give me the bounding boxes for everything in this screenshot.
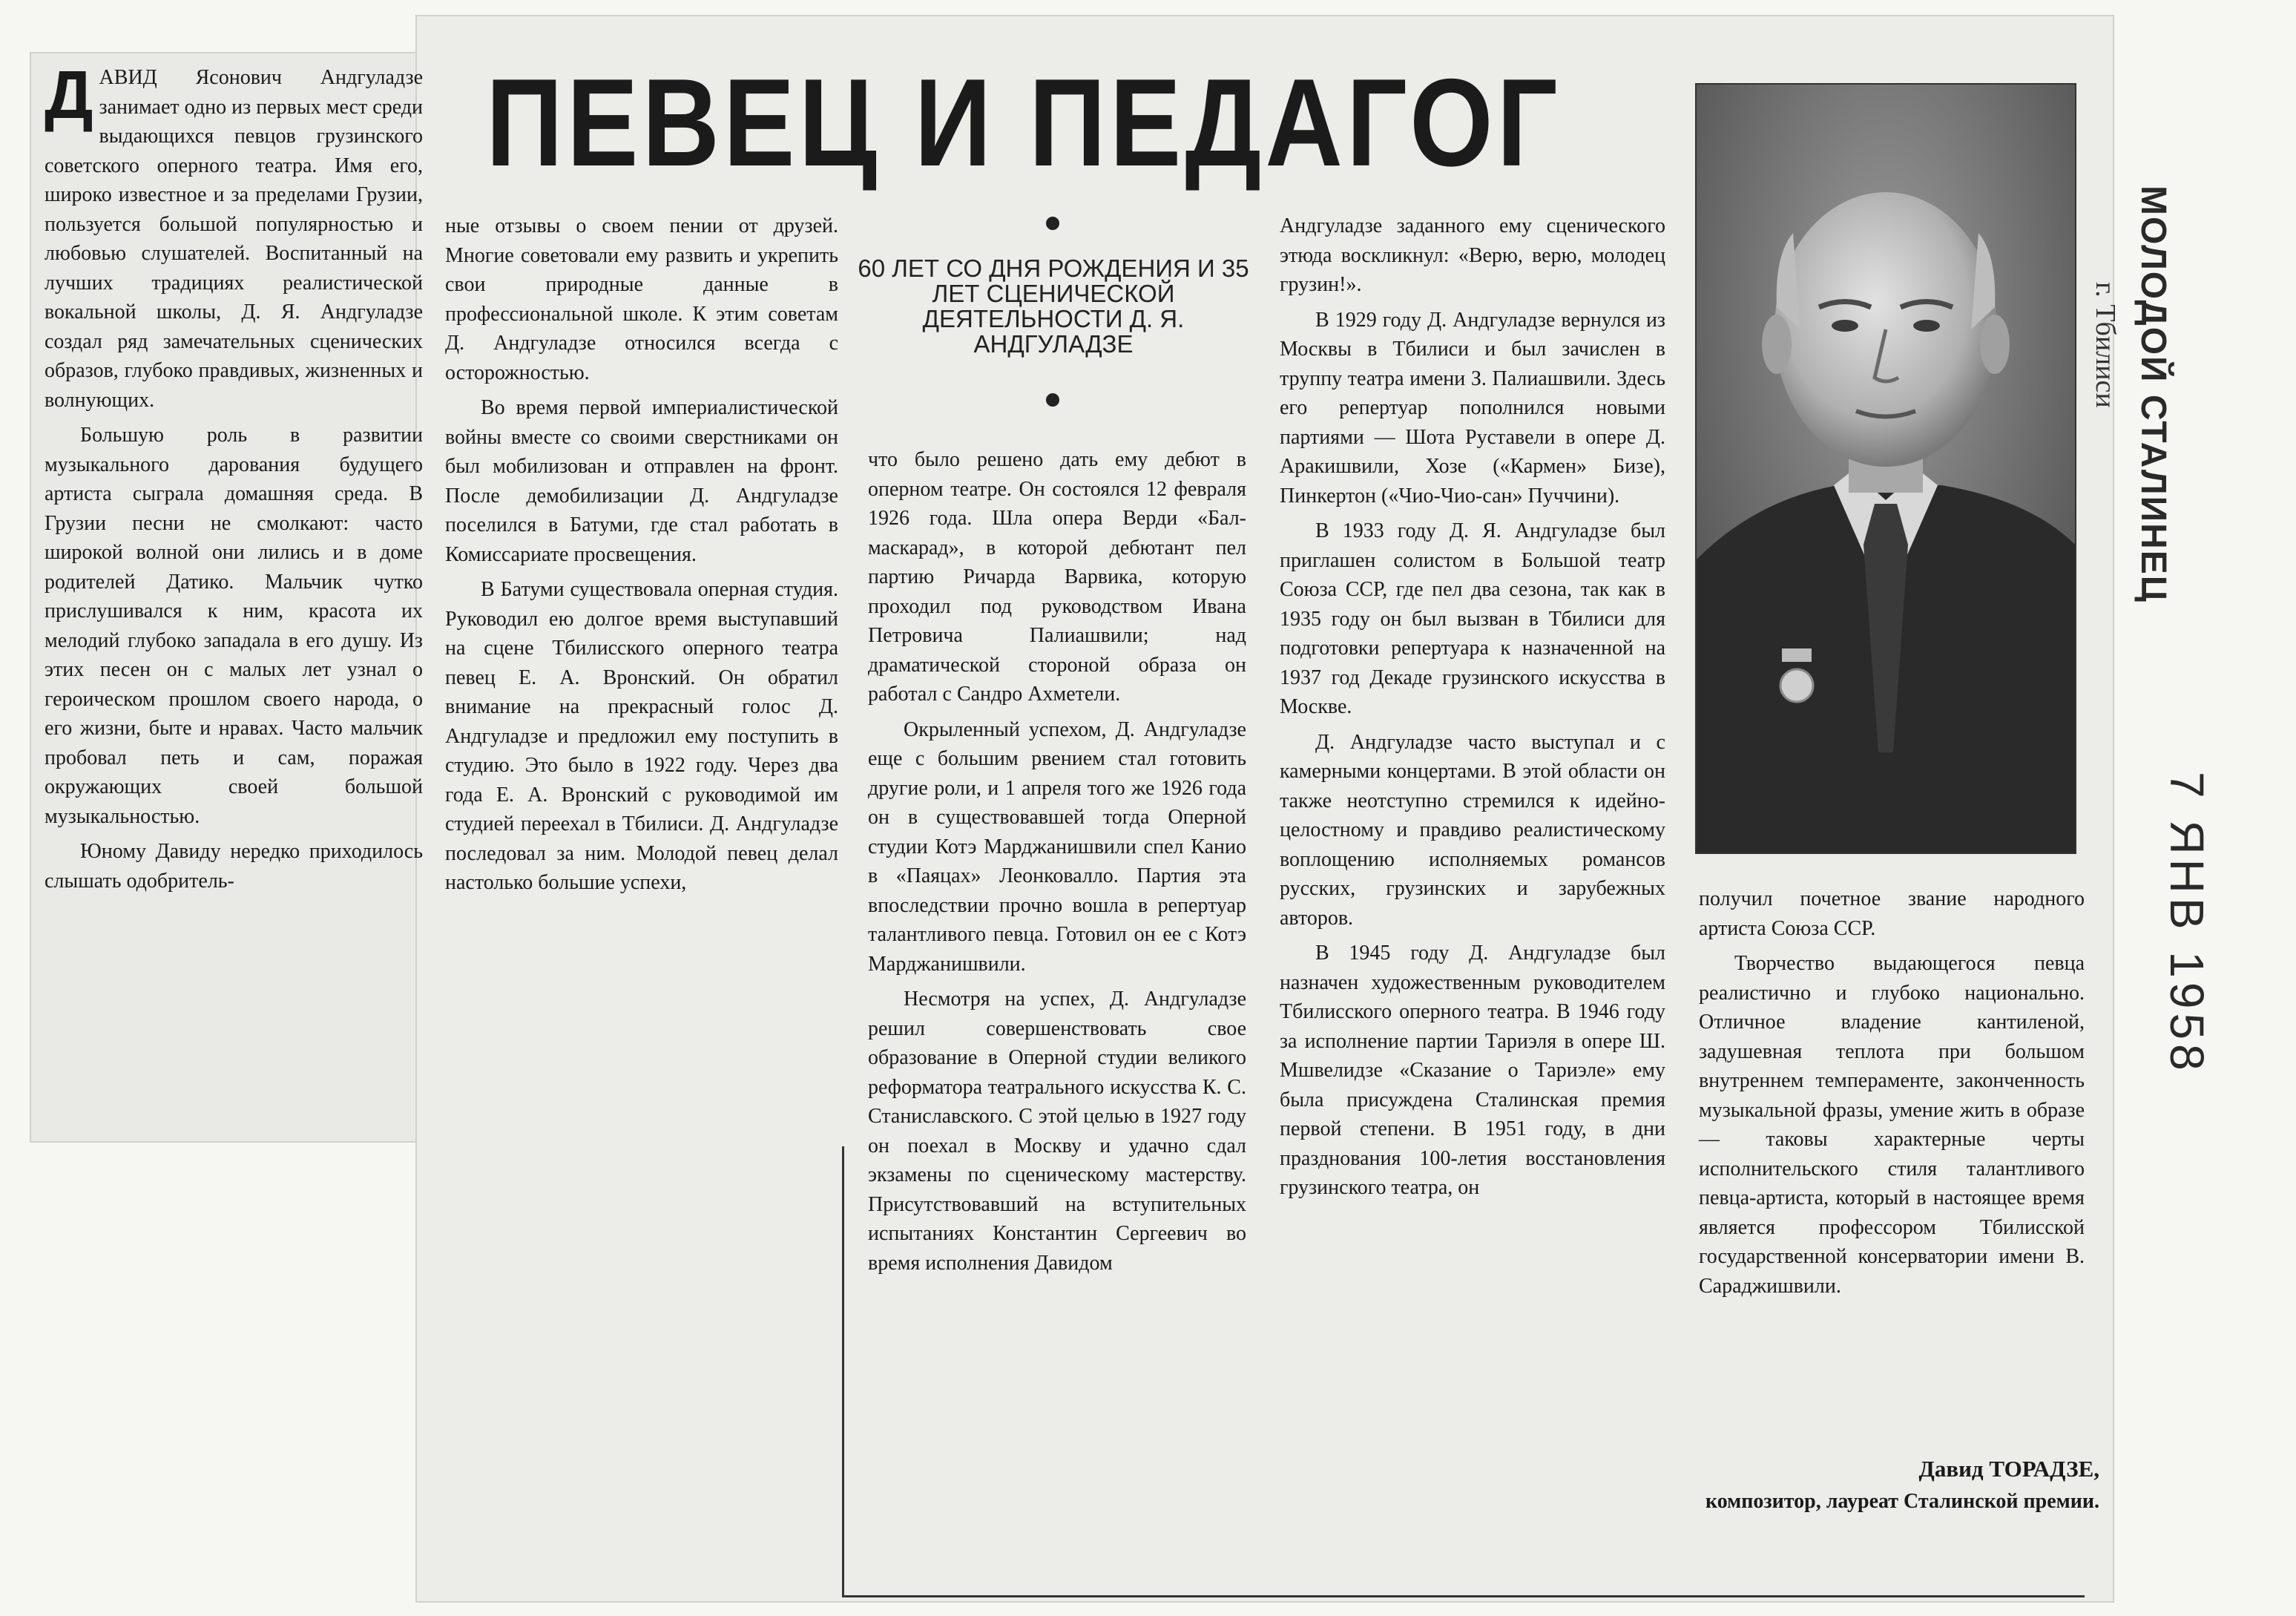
paragraph-6: В Батуми существовала оперная студия. Руководил ею долгое время выступавший на сцене Тбилисского оперного театра певец Е. А. Вронский. Он обратил внимание на прекрасный голос Д. Андгуладзе и предложил ему поступить в студию. Это было в 1922 году. Через два года Е. А. Вронский с руководимой им студией переехал в Тбилиси. Д. Андгуладзе последовал за ним. Молодой певец делал настолько большие успехи, <box>445 578 838 894</box>
newspaper-name: МОЛОДОЙ СТАЛИНЕЦ <box>2134 185 2173 603</box>
bullet-dot-bottom <box>1046 393 1059 407</box>
paragraph-3: Юному Давиду нередко приходилось слышать одобритель- <box>45 840 423 893</box>
paragraph-13: Д. Андгуладзе часто выступал и с камерными концертами. В этой области он также неотступно стремился к идейно-целостному и правдиво реалистическому воплощению исполняемых романсов русских, грузинских и зарубежных авторов. <box>1280 730 1665 930</box>
paragraph-7: что было решено дать ему дебют в оперном театре. Он состоялся 12 февраля 1926 года. Шла опера Верди «Бал-маскарад», в которой дебютант пел партию Ричарда Варвика, которую проходил под руководством Ивана Петровича Палиашвили; над драматической стороной образа он работал с Сандро Ахметели. <box>868 448 1246 706</box>
column-1 <box>45 57 423 896</box>
portrait-illustration <box>1697 85 2075 853</box>
column-2 <box>445 211 838 898</box>
column-5 <box>1699 884 2085 1301</box>
author-name: Давид ТОРАДЗЕ, <box>1918 1456 2099 1482</box>
paragraph-4: ные отзывы о своем пении от друзей. Многие советовали ему развить и укрепить свои природные данные в профессиональной школе. К этим советам Д. Андгуладзе относился всегда с осторожностью. <box>445 214 838 384</box>
column-4 <box>1280 211 1665 1203</box>
paragraph-15: получил почетное звание народного артиста Союза ССР. <box>1699 887 2085 940</box>
column-3 <box>868 445 1246 1278</box>
subheadline: 60 ЛЕТ СО ДНЯ РОЖДЕНИЯ И 35 ЛЕТ СЦЕНИЧЕСКОЙ ДЕЯТЕЛЬНОСТИ Д. Я. АНДГУЛАДЗЕ <box>858 254 1249 358</box>
paragraph-2: Большую роль в развитии музыкального дарования будущего артиста сыграла домашняя среда. В Грузии песни не смолкают: часто широкой волной они лились и в доме родителей Датико. Мальчик чутко прислушивался к ним, красота их мелодий глубоко западала в его душу. Из этих песен он с малых лет узнал о героическом прошлом своего народа, о его жизни, быте и нравах. Часто мальчик пробовал петь и сам, поражая окружающих своей большой музыкальностью. <box>45 424 423 828</box>
paragraph-9: Несмотря на успех, Д. Андгуладзе решил совершенствовать свое образование в Оперной студии великого реформатора театрального искусства К. С. Станиславского. С этой целью в 1927 году он поехал в Москву и удачно сдал экзамены по сценическому мастерству. Присутствовавший на вступительных испытаниях Константин Сергеевич во время исполнения Давидом <box>868 988 1246 1275</box>
headline: ПЕВЕЦ И ПЕДАГОГ <box>486 53 1562 192</box>
paragraph-10: Андгуладзе заданного ему сценического этюда воскликнул: «Верю, верю, молодец грузин!». <box>1280 214 1665 296</box>
paragraph-1: ДАВИД Ясонович Андгуладзе занимает одно из первых мест среди выдающихся певцов грузинского советского оперного театра. Имя его, широко известное и за пределами Грузии, пользуется большой популярностью и любовью слушателей. Воспитанный на лучших традициях реалистической вокальной школы, Д. Я. Андгуладзе создал ряд замечательных сценических образов, глубоко правдивых, жизненных и волнующих. <box>45 57 423 412</box>
paragraph-12: В 1933 году Д. Я. Андгуладзе был приглашен солистом в Большой театр Союза ССР, где пел два сезона, так как в 1935 году он был вызван в Тбилиси для подготовки репертуара к назначенной на 1937 год Декаде грузинского искусства в Москве. <box>1280 519 1665 718</box>
paragraph-5: Во время первой империалистической войны вместе со своими сверстниками он был мобилизован и отправлен на фронт. После демобилизации Д. Андгуладзе поселился в Батуми, где стал работать в Комиссариате просвещения. <box>445 396 838 566</box>
date-stamp: 7 ЯНВ 1958 <box>2160 772 2214 1075</box>
paragraph-14: В 1945 году Д. Андгуладзе был назначен художественным руководителем Тбилисского оперного театра. В 1946 году за исполнение партии Тариэля в опере Ш. Мшвелидзе «Сказание о Тариэле» ему была присуждена Сталинская премия первой степени. В 1951 году, в дни празднования 100-летия восстановления грузинского театра, он <box>1280 942 1665 1199</box>
bullet-dot-top <box>1046 217 1059 230</box>
paragraph-16: Творчество выдающегося певца реалистично и глубоко национально. Отличное владение кантиленой, задушевная теплота при большом внутреннем темпераменте, законченность музыкальной фразы, умение жить в образе — таковы характерные черты исполнительского стиля талантливого певца-артиста, который в настоящее время является профессором Тбилисской государственной консерватории имени В. Сараджишвили. <box>1699 952 2085 1298</box>
author-role: композитор, лауреат Сталинской премии. <box>1705 1490 2099 1513</box>
newspaper-city: г. Тбилиси <box>2090 282 2121 408</box>
paragraph-8: Окрыленный успехом, Д. Андгуладзе еще с большим рвением стал готовить другие роли, и 1 апреля того же 1926 года он в существовавшей тогда Оперной студии Котэ Марджанишвили спел Канио в «Паяцах» Леонковалло. Партия эта впоследствии прочно вошла в репертуар талантливого певца. Готовил он ее с Котэ Марджанишвили. <box>868 717 1246 976</box>
clip-edge-left <box>842 1146 844 1597</box>
drop-cap: Д <box>45 57 93 133</box>
clip-edge-bottom <box>842 1595 2085 1597</box>
signature-block <box>1699 1453 2099 1518</box>
paragraph-11: В 1929 году Д. Андгуладзе вернулся из Москвы в Тбилиси и был зачислен в труппу театра имени З. Палиашвили. Здесь его репертуар пополнился новыми партиями — Шота Руставели в опере Д. Аракишвили, Хозе («Кармен» Бизе), Пинкертон («Чио-Чио-сан» Пуччини). <box>1280 308 1665 508</box>
portrait-photo <box>1695 83 2076 854</box>
